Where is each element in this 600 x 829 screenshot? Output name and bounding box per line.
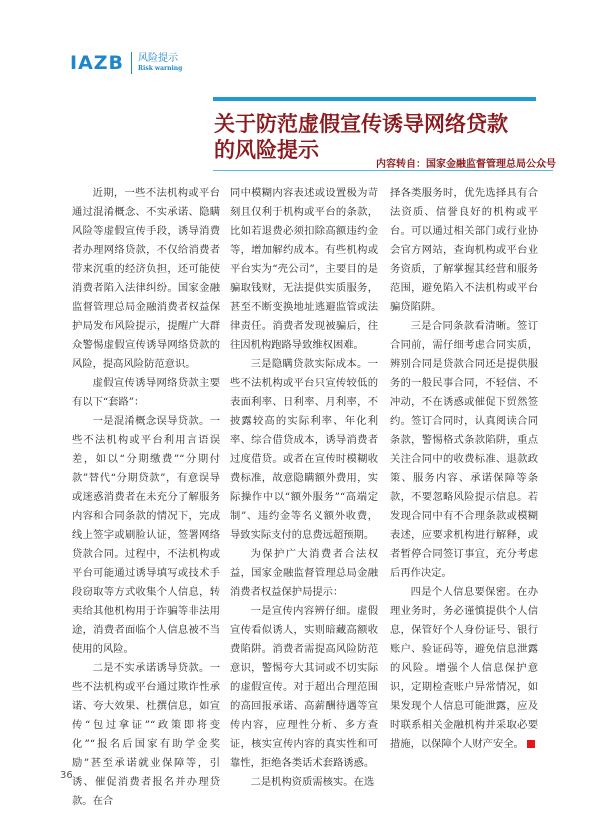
paragraph: 一是宣传内容辨仔细。虚假宣传看似诱人，实则暗藏高额收费陷阱。消费者需提高风险防范意识，警惕夸大其词或不切实际的虚假宣传。对于超出合理范围的高回报承诺、高薪酬待遇等宣传内容，应理性分析、多方查证，核实宣传内容的真实性和可靠性，拒绝各类话术套路诱惑。 bbox=[230, 605, 378, 769]
paragraph-continued: 同中模糊内容表述或设置极为苛刻且仅利于机构或平台的条款，比如若退费必须扣除高额违约金等，增加解约成本。有些机构或平台实为“壳公司”，主要目的是骗取钱财，无法提供实质服务，甚至不断变换地址逃避监管或法律责任。消费者发现被骗后，往往因机构跑路导致维权困难。 bbox=[230, 187, 378, 351]
text-column-2 bbox=[230, 184, 378, 792]
page-header bbox=[70, 50, 182, 76]
paragraph: 为保护广大消费者合法权益，国家金融监督管理总局金融消费者权益保护局提示： bbox=[230, 548, 378, 598]
paragraph-final bbox=[390, 583, 538, 754]
section-title-en: Risk warning bbox=[138, 65, 183, 72]
section-label bbox=[138, 54, 182, 72]
paragraph: 一是混淆概念误导贷款。一些不法机构或平台利用言语误差，如以“分期缴费”“分期付款”替代“分期贷款”，有意误导或迷惑消费者在未充分了解服务内容和合同条款的情况下，完成线上签字或刷脸认证，签署网络贷款合同。过程中，不法机构或平台可能通过诱导填写或技术手段窃取等方式收集个人信息，转卖给其他机构用于诈骗等非法用途，消费者面临个人信息被不当使用的风险。 bbox=[72, 415, 220, 655]
paragraph: 虚假宣传诱导网络贷款主要有以下“套路”： bbox=[72, 377, 220, 408]
paragraph: 二是不实承诺诱导贷款。一些不法机构或平台通过欺诈性承诺、夸大效果、杜撰信息，如宣传“包过拿证”“政策即将变化”“报名后国家有助学金奖励”甚至承诺就业保障等，引诱、催促消费者报名并办理贷款。在合 bbox=[72, 662, 220, 807]
text-column-3 bbox=[390, 184, 538, 754]
end-mark-icon bbox=[527, 740, 535, 748]
paragraph: 近期，一些不法机构或平台通过混淆概念、不实承诺、隐瞒风险等虚假宣传手段，诱导消费者办理网络贷款，不仅给消费者带来沉重的经济负担，还可能使消费者陷入法律纠纷。国家金融监督管理总局金融消费者权益保护局发布风险提示，提醒广大群众警惕虚假宣传诱导网络贷款的风险，提高风险防范意识。 bbox=[72, 187, 220, 370]
header-divider bbox=[131, 52, 132, 74]
source-divider bbox=[213, 170, 553, 171]
title-accent-bar bbox=[213, 97, 536, 101]
article-title-line1: 关于防范虚假宣传诱导网络贷款 bbox=[214, 111, 508, 136]
paragraph: 三是隐瞒贷款实际成本。一些不法机构或平台只宣传较低的表面利率、日利率、月利率，不披露较高的实际利率、年化利率、综合借贷成本，诱导消费者过度借贷。或者在宣传时模糊收费标准，故意隐瞒额外费用，实际操作中以“额外服务”“高端定制”、违约金等名义额外收费，导致实际支付的息费远超预期。 bbox=[230, 358, 378, 541]
text-column-1 bbox=[72, 184, 220, 811]
article-source: 内容转自：国家金融监督管理总局公众号 bbox=[376, 159, 556, 170]
page-number: 36 bbox=[60, 770, 73, 781]
paragraph-text: 四是个人信息要保密。在办理业务时，务必谨慎提供个人信息，保管好个人身份证号、银行账户、验证码等，避免信息泄露的风险。增强个人信息保护意识，定期检查账户异常情况，如果发现个人信息可能泄露，应及时联系相关金融机构并采取必要措施，以保障个人财产安全。 bbox=[390, 586, 538, 750]
section-title-cn: 风险提示 bbox=[138, 53, 179, 64]
paragraph: 三是合同条款看清晰。签订合同前，需仔细考虑合同实质，辨别合同是贷款合同还是提供服务的一般民事合同，不轻信、不冲动，不在诱惑或催促下贸然签约。签订合同时，认真阅读合同条款，警惕格式条款陷阱，重点关注合同中的收费标准、退款政策、服务内容、承诺保障等条款，不要忽略风险提示信息。若发现合同中有不合理条款或模糊表述，应要求机构进行解释，或者暂停合同签订事宜，充分考虑后再作决定。 bbox=[390, 320, 538, 579]
article-title-line2: 的风险提示 bbox=[214, 137, 319, 162]
paragraph-continued: 择各类服务时，优先选择具有合法资质、信誉良好的机构或平台。可以通过相关部门或行业协会官方网站，查询机构或平台业务资质，了解掌握其经营和服务范围，避免陷入不法机构或平台骗贷陷阱。 bbox=[390, 187, 538, 313]
paragraph: 二是机构资质需核实。在选 bbox=[250, 776, 375, 788]
iazb-logo: IAZB bbox=[70, 52, 125, 74]
